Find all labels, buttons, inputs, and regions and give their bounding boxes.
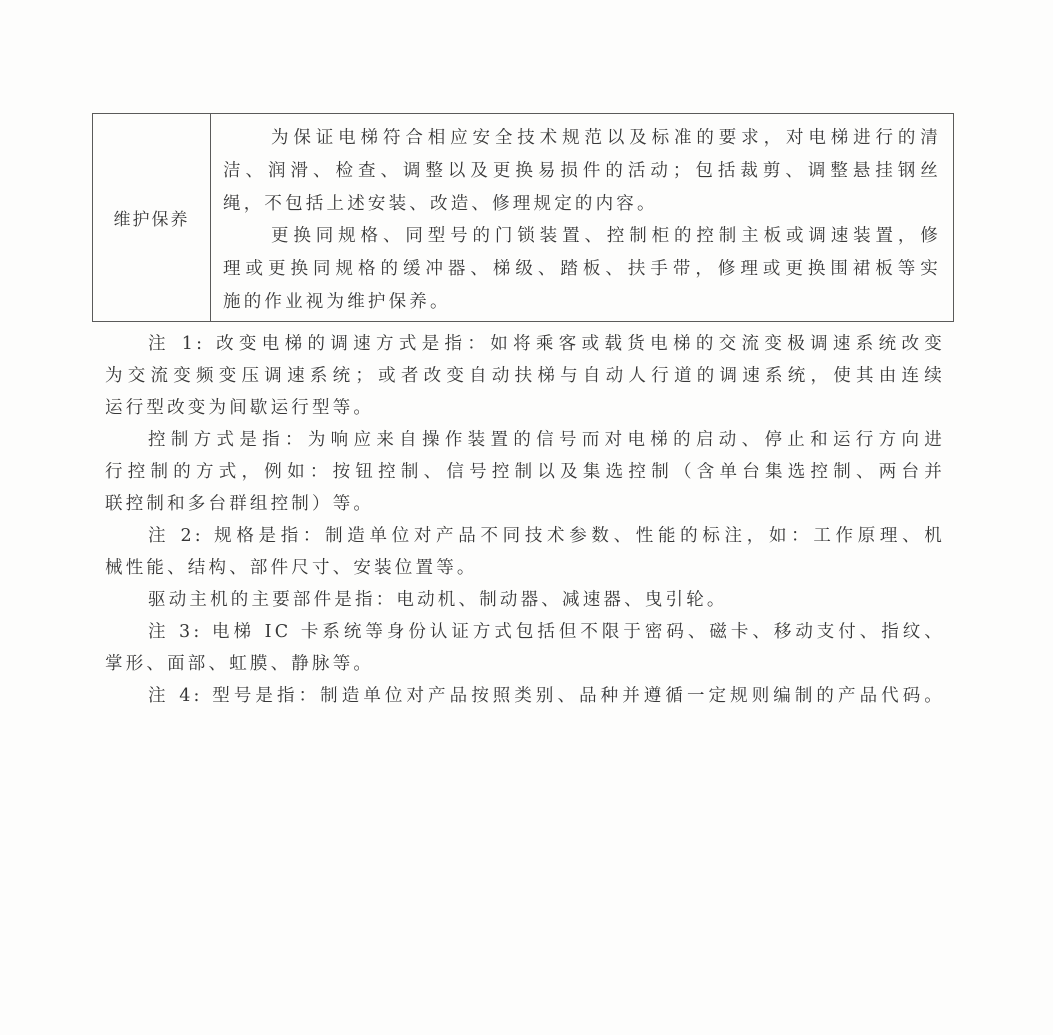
note-paragraph <box>105 584 945 616</box>
text-line: 绳，不包括上述安装、改造、修理规定的内容。 <box>223 193 658 214</box>
note-paragraph <box>105 328 945 424</box>
text-line: 注 3: 电梯 IC 卡系统等身份认证方式包括但不限于密码、磁卡、移动支付、指纹、 <box>148 622 945 642</box>
text-line: 注 4: 型号是指：制造单位对产品按照类别、品种并遵循一定规则编制的产品代码。 <box>148 686 945 706</box>
text-line: 注 1: 改变电梯的调速方式是指：如将乘客或载货电梯的交流变极调速系统改变 <box>148 334 945 354</box>
term-cell: 维护保养 <box>93 114 211 321</box>
note-paragraph <box>105 616 945 680</box>
text-line: 理或更换同规格的缓冲器、梯级、踏板、扶手带，修理或更换围裙板等实 <box>223 259 941 280</box>
note-paragraph <box>105 680 945 712</box>
text-line: 联控制和多台群组控制）等。 <box>105 494 375 514</box>
text-line: 为保证电梯符合相应安全技术规范以及标准的要求，对电梯进行的清 <box>271 128 941 148</box>
paragraph <box>223 122 941 220</box>
text-line: 驱动主机的主要部件是指：电动机、制动器、减速器、曳引轮。 <box>148 590 728 610</box>
text-line: 施的作业视为维护保养。 <box>223 291 451 312</box>
text-line: 掌形、面部、虹膜、静脉等。 <box>105 654 375 674</box>
text-line: 行控制的方式，例如：按钮控制、信号控制以及集选控制（含单台集选控制、两台并 <box>105 462 945 482</box>
text-line: 更换同规格、同型号的门锁装置、控制柜的控制主板或调速装置，修 <box>271 226 941 247</box>
definition-table <box>92 113 954 322</box>
text-line: 运行型改变为间歇运行型等。 <box>105 398 375 418</box>
text-line: 控制方式是指：为响应来自操作装置的信号而对电梯的启动、停止和运行方向进 <box>148 430 945 450</box>
text-line: 械性能、结构、部件尺寸、安装位置等。 <box>105 558 478 578</box>
text-line: 注 2: 规格是指：制造单位对产品不同技术参数、性能的标注，如：工作原理、机 <box>148 526 945 546</box>
text-line: 洁、润滑、检查、调整以及更换易损件的活动；包括裁剪、调整悬挂钢丝 <box>223 160 941 181</box>
definition-cell <box>211 114 953 321</box>
text-line: 为交流变频变压调速系统；或者改变自动扶梯与自动人行道的调速系统，使其由连续 <box>105 366 945 386</box>
note-paragraph <box>105 424 945 520</box>
notes-section <box>105 328 945 712</box>
note-paragraph <box>105 520 945 584</box>
paragraph <box>223 220 941 318</box>
